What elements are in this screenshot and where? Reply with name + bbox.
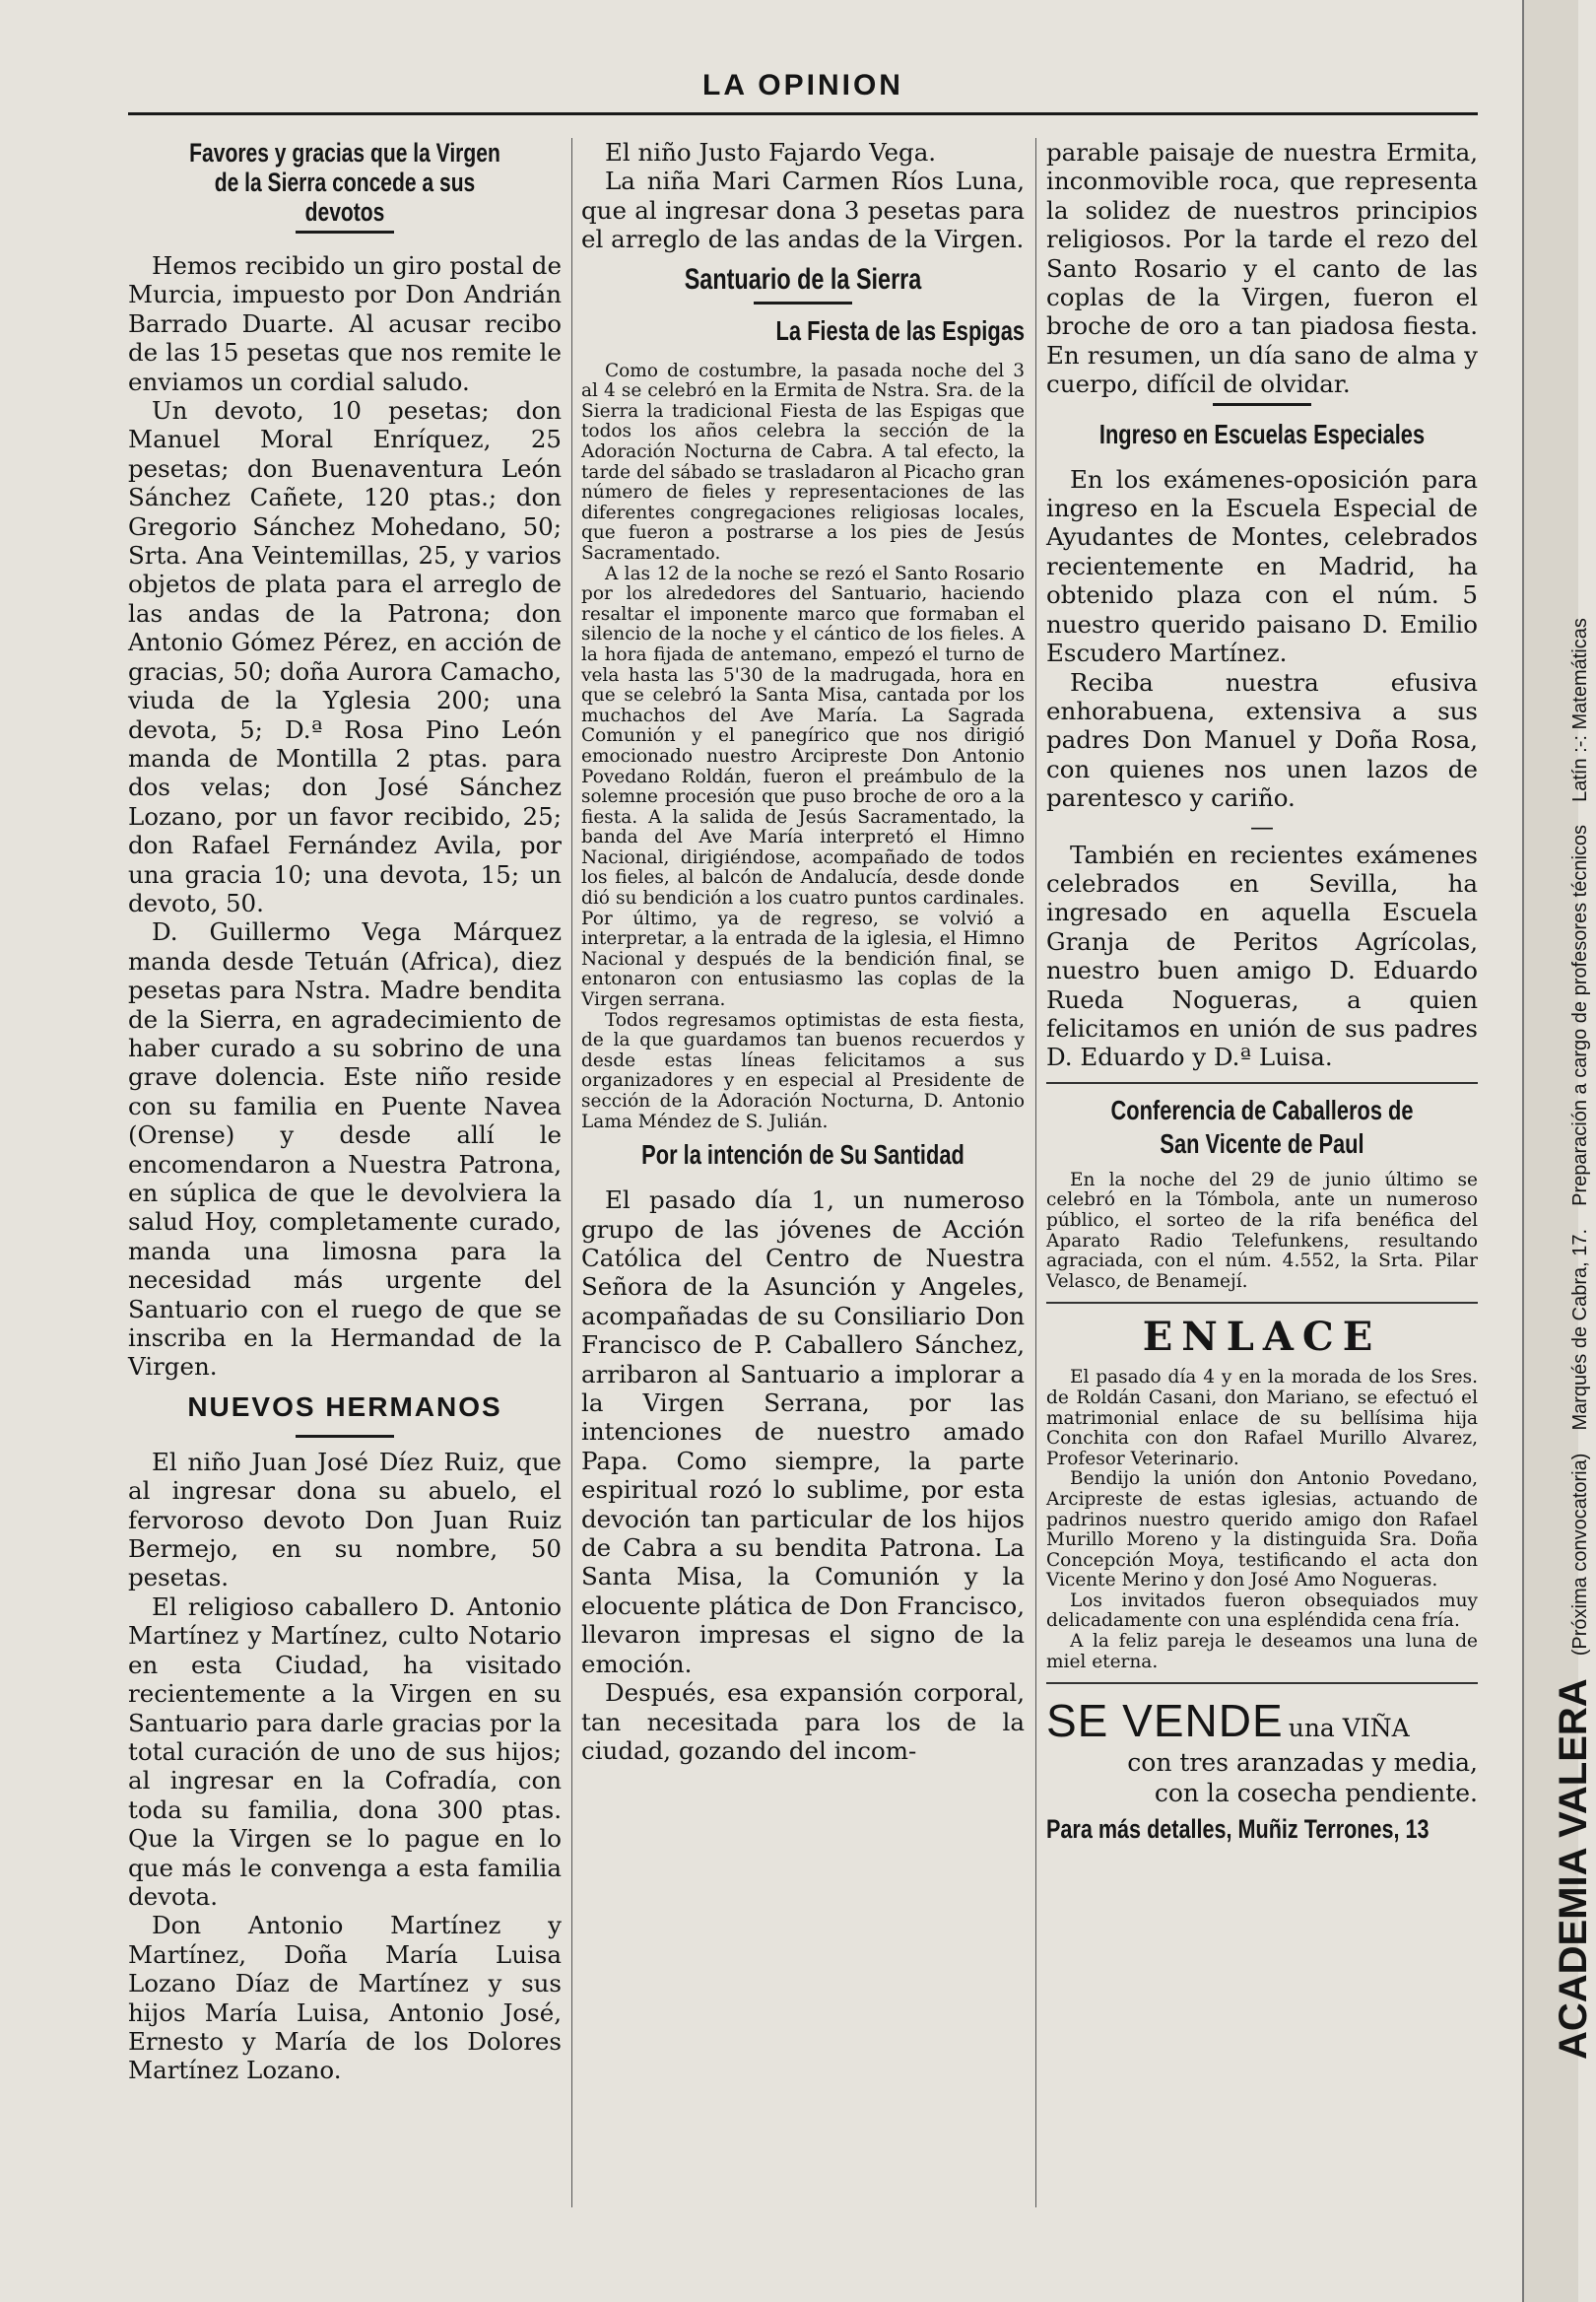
article-paragraph: Todos regresamos optimistas de esta fiesta, de la que guardamos tan buenos recuerdos y desde estas líneas felicitamos a sus organizadores y en especial al Presidente de sección de la Adoración Nocturna, D. Antonio Lama Méndez de S. Julián.: [581, 1009, 1025, 1132]
sidebar-line: Latín :-: Matemáticas: [1569, 618, 1591, 802]
headline-favores: Favores y gracias que la Virgen de la Sierra concede a sus devotos: [189, 138, 500, 227]
article-paragraph: parable paisaje de nuestra Ermita, inconmovible roca, que representa la solidez de nuestros principios religiosos. Por la tarde el rezo del Santo Rosario y el canto de las coplas de la Virgen, fueron el broche de oro a tan piadosa fiesta. En resumen, un día sano de alma y cuerpo, difícil de olvidar.: [1046, 138, 1478, 399]
article-paragraph: También en recientes exámenes celebrados en Sevilla, ha ingresado en aquella Escuela Granja de Peritos Agrícolas, nuestro buen amigo D. Eduardo Rueda Nogueras, a quien felicitamos en unión de sus padres D. Eduardo y D.ª Luisa.: [1046, 840, 1478, 1072]
headline-santuario: Santuario de la Sierra: [684, 262, 922, 296]
section-rule: [1046, 1682, 1478, 1684]
column-2: [581, 138, 1025, 1765]
headline-ingreso-escuelas: Ingreso en Escuelas Especiales: [1098, 418, 1426, 449]
headline-conferencia: Conferencia de Caballeros de: [1110, 1094, 1414, 1125]
section-rule: [1046, 1082, 1478, 1084]
article-paragraph: D. Guillermo Vega Márquez manda desde Tetuán (Africa), diez pesetas para Nstra. Madre bendita de la Sierra, en agradecimiento de haber curado a su sobrino de una grave dolencia. Este niño reside con su familia en Puente Navea (Orense) y desde allí le encomendaron a Nuestra Patrona, en súplica de que le devolviera la salud Hoy, completamente curado, manda una limosna para la necesidad más urgente del Santuario con el ruego de que se inscriba en la Hermandad de la Virgen.: [128, 917, 562, 1382]
article-paragraph: El pasado día 4 y en la morada de los Sres. de Roldán Casani, don Mariano, se efectuó el matrimonial enlace de su bellísima hija Conchita con don Rafael Murillo Alvarez, Profesor Veterinario.: [1046, 1367, 1478, 1469]
column-divider: [1035, 138, 1036, 2207]
ad-line: una VIÑA: [1288, 1714, 1410, 1743]
article-paragraph: Los invitados fueron obsequiados muy delicadamente con una espléndida cena fría.: [1046, 1590, 1478, 1632]
ad-line: con tres aranzadas y media,: [1127, 1748, 1478, 1778]
subheading-fiesta-espigas: La Fiesta de las Espigas: [775, 314, 1025, 346]
article-paragraph: A las 12 de la noche se rezó el Santo Rosario por los alrededores del Santuario, haciendo resaltar el imponente marco que formaban el silencio de la noche y el cántico de los fieles. A la hora fijada de antemano, empezó el turno de vela hasta las 5'30 de la madrugada, hora en que se celebró la Santa Misa, cantada por los muchachos del Ave María. La Sagrada Comunión y el panegírico que nos dirigió emocionado nuestro Arcipreste Don Antonio Povedano Roldán, fueron el preámbulo de la solemne procesión que puso broche de oro a la fiesta. A la salida de Jesús Sacramentado, la banda del Ave María interpretó el Himno Nacional, dirigiéndose, acompañado de todos los fieles, al balcón de Andalucía, desde donde dió su bendición a los cuatro puntos cardinales. Por último, ya de regreso, se volvió a interpretar, a la entrada de la iglesia, el Himno Nacional y después de la bendición final, se entonaron con entusiasmo las coplas de la Virgen serrana.: [581, 563, 1025, 1011]
sidebar-line: Marqués de Cabra, 17.: [1569, 1228, 1591, 1431]
masthead-rule: [128, 112, 1478, 115]
article-paragraph: El niño Juan José Díez Ruiz, que al ingresar dona su abuelo, el fervoroso devoto Don Juan Ruiz Bermejo, en su nombre, 50 pesetas.: [128, 1447, 562, 1592]
section-heading-nuevos-hermanos: NUEVOS HERMANOS: [187, 1390, 502, 1422]
column-1: [128, 138, 562, 2085]
article-paragraph: Como de costumbre, la pasada noche del 3 al 4 se celebró en la Ermita de Nstra. Sra. de la Sierra la tradicional Fiesta de las Espigas que todos los años celebra la sección de la Adoración Nocturna de Cabra. A tal efecto, la tarde del sábado se trasladaron al Picacho gran número de fieles y representaciones de las diferentes congregaciones religiosas locales, que fueron a postrarse a los pies de Jesús Sacramentado.: [581, 360, 1025, 564]
article-paragraph: Bendijo la unión don Antonio Povedano, Arcipreste de estas iglesias, actuando de padrinos nuestro querido amigo don Rafael Murillo Moreno y la distinguida Sra. Doña Concepción Moya, testificando el acta don Vicente Merino y don José Amo Nogueras.: [1046, 1468, 1478, 1591]
headline-rule: [1213, 403, 1311, 406]
section-rule: [1046, 1302, 1478, 1304]
article-paragraph: En la noche del 29 de junio último se celebró en la Tómbola, ante un numeroso público, el sorteo de la rifa benéfica del Aparato Radio Telefunkens, resultando agraciada, con el núm. 4.552, la Srta. Pilar Velasco, de Benamejí.: [1046, 1169, 1478, 1292]
separator-dash: —: [1250, 812, 1274, 841]
column-divider: [571, 138, 572, 2207]
article-paragraph: En los exámenes-oposición para ingreso en la Escuela Especial de Ayudantes de Montes, celebrados recientemente en Madrid, ha obtenido plaza con el núm. 5 nuestro querido paisano D. Emilio Escudero Martínez.: [1046, 464, 1478, 668]
article-paragraph: La niña Mari Carmen Ríos Luna, que al ingresar dona 3 pesetas para el arreglo de las andas de la Virgen.: [581, 167, 1025, 254]
article-paragraph: El niño Justo Fajardo Vega.: [605, 138, 937, 167]
sidebar-line: (Próxima convocatoria): [1569, 1453, 1591, 1657]
article-paragraph: El pasado día 1, un numeroso grupo de las jóvenes de Acción Católica del Centro de Nuestra Señora de la Asunción y Angeles, acompañadas de su Consiliario Don Francisco de P. Caballero Sánchez, arribaron al Santuario a implorar a la Virgen Serrana, por las intenciones de nuestro amado Papa. Como siempre, la parte espiritual rozó lo sublime, por esta devoción tan particular de los hijos de Cabra a su bendita Patrona. La Santa Misa, la Comunión y la elocuente plática de Don Francisco, llevaron impresas el signo de la emoción.: [581, 1185, 1025, 1678]
classified-ad: [1046, 1694, 1478, 1845]
article-paragraph: Hemos recibido un giro postal de Murcia, impuesto por Don Andrián Barrado Duarte. Al acusar recibo de las 15 pesetas que nos remite le enviamos un cordial saludo.: [128, 251, 562, 396]
subheading-intencion-santidad: Por la intención de Su Santidad: [641, 1139, 964, 1171]
column-3: [1046, 138, 1478, 1845]
article-paragraph: Don Antonio Martínez y Martínez, Doña María Luisa Lozano Díaz de Martínez y sus hijos María Luisa, Antonio José, Ernesto y María de los Dolores Martínez Lozano.: [128, 1911, 562, 2085]
headline-rule: [754, 302, 852, 305]
article-paragraph: Reciba nuestra efusiva enhorabuena, extensiva a sus padres Don Manuel y Doña Rosa, con quienes nos unen lazos de parentesco y cariño.: [1046, 667, 1478, 813]
article-paragraph: Un devoto, 10 pesetas; don Manuel Moral Enríquez, 25 pesetas; don Buenaventura León Sánchez Cañete, 120 ptas.; don Gregorio Sánchez Mohedano, 50; Srta. Ana Veintemillas, 25, y varios objetos de plata para el arreglo de las andas de la Patrona; don Antonio Gómez Pérez, en acción de gracias, 50; doña Aurora Camacho, viuda de la Yglesia 200; una devota, 5; D.ª Rosa Pino León manda de Montilla 2 ptas. para dos velas; don José Sánchez Lozano, por un favor recibido, 25; don Rafael Fernández Avila, por una gracia 10; una devota, 15; un devoto, 50.: [128, 396, 562, 917]
ad-line: con la cosecha pendiente.: [1154, 1779, 1478, 1808]
headline-enlace: ENLACE: [1142, 1314, 1382, 1361]
ad-title: SE VENDE: [1046, 1695, 1284, 1747]
article-paragraph: El religioso caballero D. Antonio Martínez y Martínez, culto Notario en esta Ciudad, ha visitado recientemente a la Virgen en su Santuario para darle gracias por la total curación de uno de sus hijos; al ingresar en la Cofradía, con toda su familia, dona 300 ptas. Que la Virgen se lo pague en lo que más le convenga a esta familia devota.: [128, 1591, 562, 1911]
masthead: LA OPINION: [702, 69, 903, 102]
sidebar-line: Preparación a cargo de profesores técnicos: [1569, 824, 1591, 1206]
ad-footer: Para más detalles, Muñiz Terrones, 13: [1046, 1814, 1430, 1845]
article-paragraph: Después, esa expansión corporal, tan necesitada para los de la ciudad, gozando del incom-: [581, 1678, 1025, 1765]
headline-rule: [296, 1435, 394, 1438]
headline-san-vicente: San Vicente de Paul: [1160, 1127, 1364, 1159]
article-paragraph: A la feliz pareja le deseamos una luna de miel eterna.: [1046, 1631, 1478, 1672]
headline-rule: [296, 231, 394, 234]
sidebar-advertisement: [1522, 0, 1595, 2302]
sidebar-academy-name: ACADEMIA VALERA: [1552, 1678, 1595, 2060]
